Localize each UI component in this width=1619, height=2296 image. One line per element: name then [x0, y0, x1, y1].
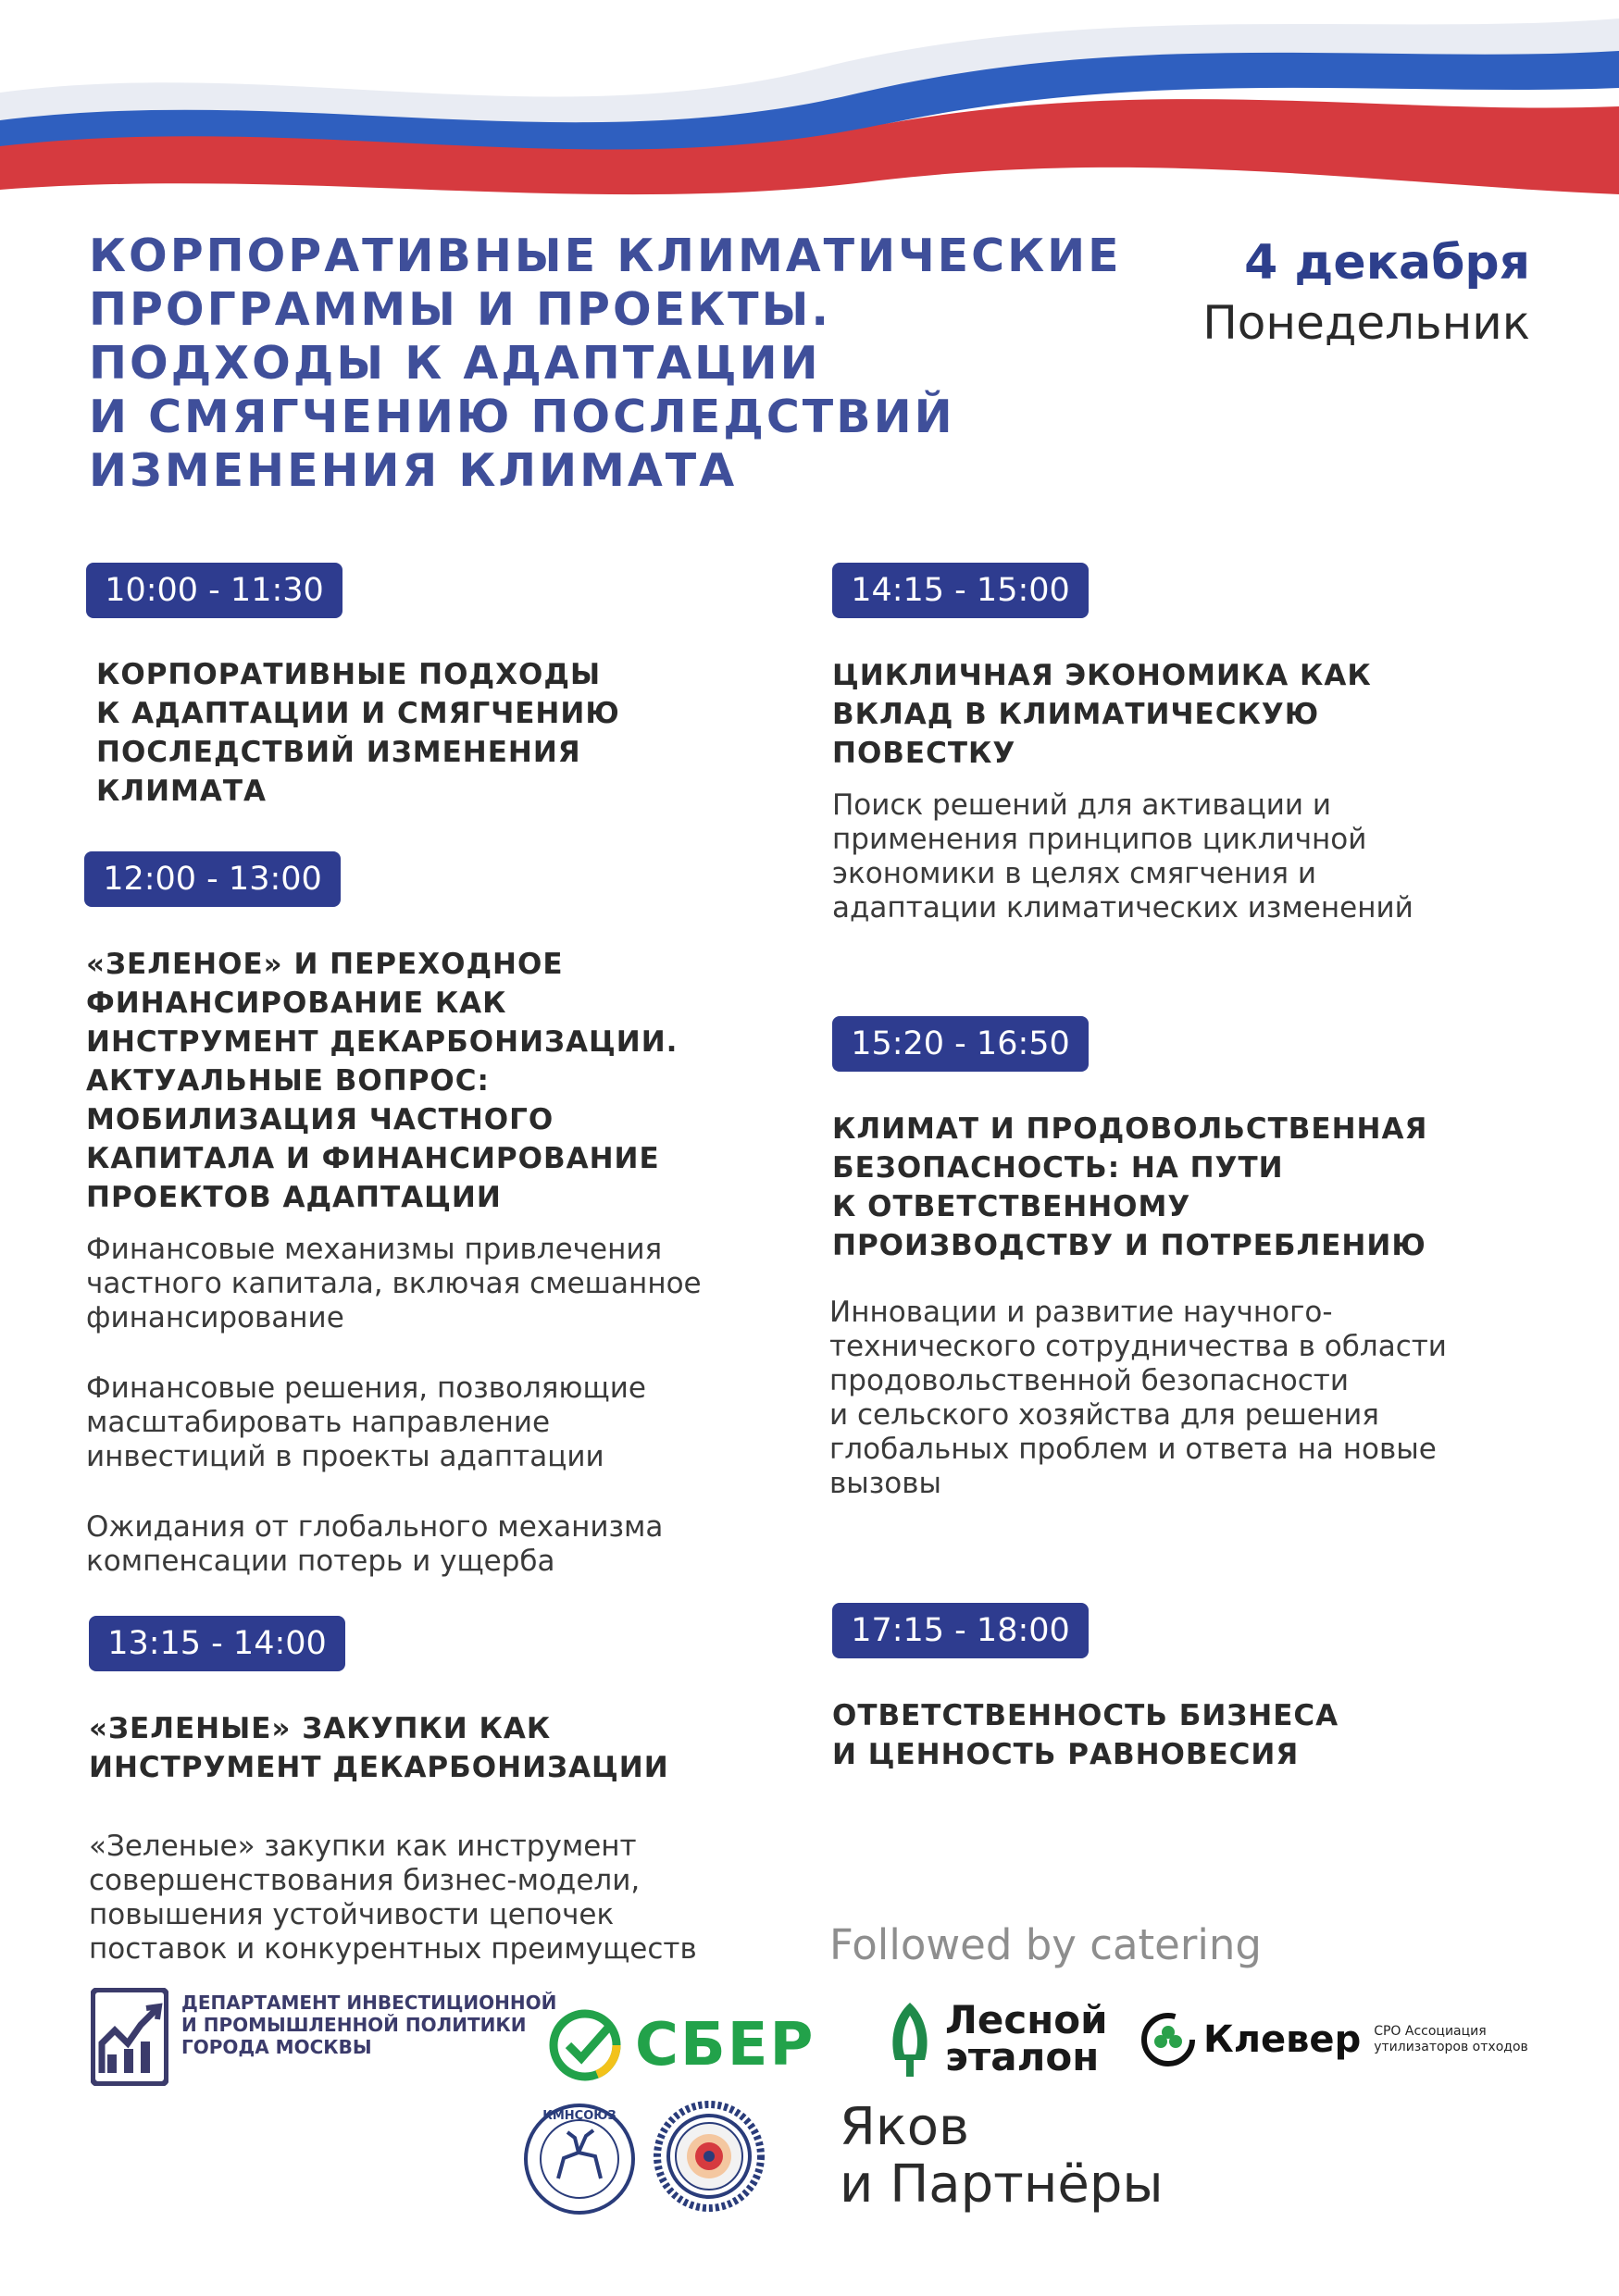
- flag-ribbon-decoration: [0, 0, 1619, 213]
- klever-logo-text: Клевер: [1203, 2018, 1362, 2061]
- date-weekday: Понедельник: [1202, 296, 1530, 350]
- session-heading: КЛИМАТ И ПРОДОВОЛЬСТВЕННАЯ БЕЗОПАСНОСТЬ: НА ПУТИ К ОТВЕТСТВЕННОМУ ПРОИЗВОДСТВУ И ПОТРЕБЛЕНИЮ: [832, 1112, 1428, 1262]
- session-time-badge: 10:00 - 11:30: [86, 563, 342, 618]
- session-time-badge: 15:20 - 16:50: [832, 1016, 1089, 1072]
- session-heading: «ЗЕЛЕНОЕ» И ПЕРЕХОДНОЕ ФИНАНСИРОВАНИЕ КАК ИНСТРУМЕНТ ДЕКАРБОНИЗАЦИИ. АКТУАЛЬНЫЕ ВОПРОС: МОБИЛИЗАЦИЯ ЧАСТНОГО КАПИТАЛА И ФИНАНСИРОВАНИЕ ПРОЕКТОВ АДАПТАЦИИ: [86, 948, 679, 1214]
- lesnoy-etalon-logo: [884, 1999, 1108, 2079]
- session-description: «Зеленые» закупки как инструмент совершенствования бизнес-модели, повышения устойчивости цепочек поставок и конкурентных преимуществ: [89, 1830, 697, 1966]
- kmnsoyuz-emblem-icon: [521, 2101, 638, 2217]
- session-time-badge: 13:15 - 14:00: [89, 1616, 345, 1671]
- ornament-emblem-icon: [654, 2101, 765, 2212]
- tree-icon: [884, 1999, 936, 2079]
- yakov-partners-logo: Яков и Партнёры: [840, 2097, 1164, 2215]
- session-description: Ожидания от глобального механизма компенсации потерь и ущерба: [86, 1510, 664, 1578]
- session-heading: ОТВЕТСТВЕННОСТЬ БИЗНЕСА И ЦЕННОСТЬ РАВНОВЕСИЯ: [832, 1699, 1339, 1771]
- department-logo-text: ДЕПАРТАМЕНТ ИНВЕСТИЦИОННОЙ И ПРОМЫШЛЕННОЙ ПОЛИТИКИ ГОРОДА МОСКВЫ: [181, 1992, 557, 2058]
- session-time-badge: 12:00 - 13:00: [84, 851, 341, 907]
- session-time-badge: 14:15 - 15:00: [832, 563, 1089, 618]
- session-heading: «ЗЕЛЕНЫЕ» ЗАКУПКИ КАК ИНСТРУМЕНТ ДЕКАРБОНИЗАЦИИ: [89, 1712, 669, 1784]
- department-emblem-icon: [91, 1988, 168, 2086]
- session-description: Финансовые решения, позволяющие масштабировать направление инвестиций в проекты адаптации: [86, 1371, 646, 1473]
- session-description: Поиск решений для активации и применения принципов цикличной экономики в целях смягчения и адаптации климатических изменений: [832, 788, 1414, 925]
- sber-check-icon: [548, 2008, 622, 2082]
- session-description: Финансовые механизмы привлечения частного капитала, включая смешанное финансирование: [86, 1233, 702, 1334]
- klever-logo: [1139, 2010, 1528, 2069]
- session-heading: ЦИКЛИЧНАЯ ЭКОНОМИКА КАК ВКЛАД В КЛИМАТИЧЕСКУЮ ПОВЕСТКУ: [832, 659, 1372, 770]
- event-date: [1202, 233, 1530, 354]
- session-heading: КОРПОРАТИВНЫЕ ПОДХОДЫ К АДАПТАЦИИ И СМЯГЧЕНИЮ ПОСЛЕДСТВИЙ ИЗМЕНЕНИЯ КЛИМАТА: [96, 658, 620, 808]
- date-day: 4 декабря: [1244, 235, 1530, 291]
- session-description: Инновации и развитие научного- технического сотрудничества в области продовольственной безопасности и сельского хозяйства для решения глобальных проблем и ответа на новые вызовы: [829, 1296, 1447, 1500]
- sber-logo-text: СБЕР: [635, 2011, 816, 2079]
- page-title: КОРПОРАТИВНЫЕ КЛИМАТИЧЕСКИЕ ПРОГРАММЫ И ПРОЕКТЫ. ПОДХОДЫ К АДАПТАЦИИ И СМЯГЧЕНИЮ ПОСЛЕДСТВИЙ ИЗМЕНЕНИЯ КЛИМАТА: [89, 230, 1122, 497]
- sber-logo: [548, 2008, 815, 2082]
- session-time-badge: 17:15 - 18:00: [832, 1603, 1089, 1658]
- svg-text:КМНСОЮЗ: КМНСОЮЗ: [542, 2109, 616, 2123]
- lesnoy-etalon-text: Лесной эталон: [945, 1997, 1108, 2079]
- catering-note: Followed by catering: [829, 1920, 1262, 1969]
- klever-subtitle: СРО Ассоциация утилизаторов отходов: [1374, 2024, 1528, 2054]
- clover-icon: [1139, 2010, 1198, 2069]
